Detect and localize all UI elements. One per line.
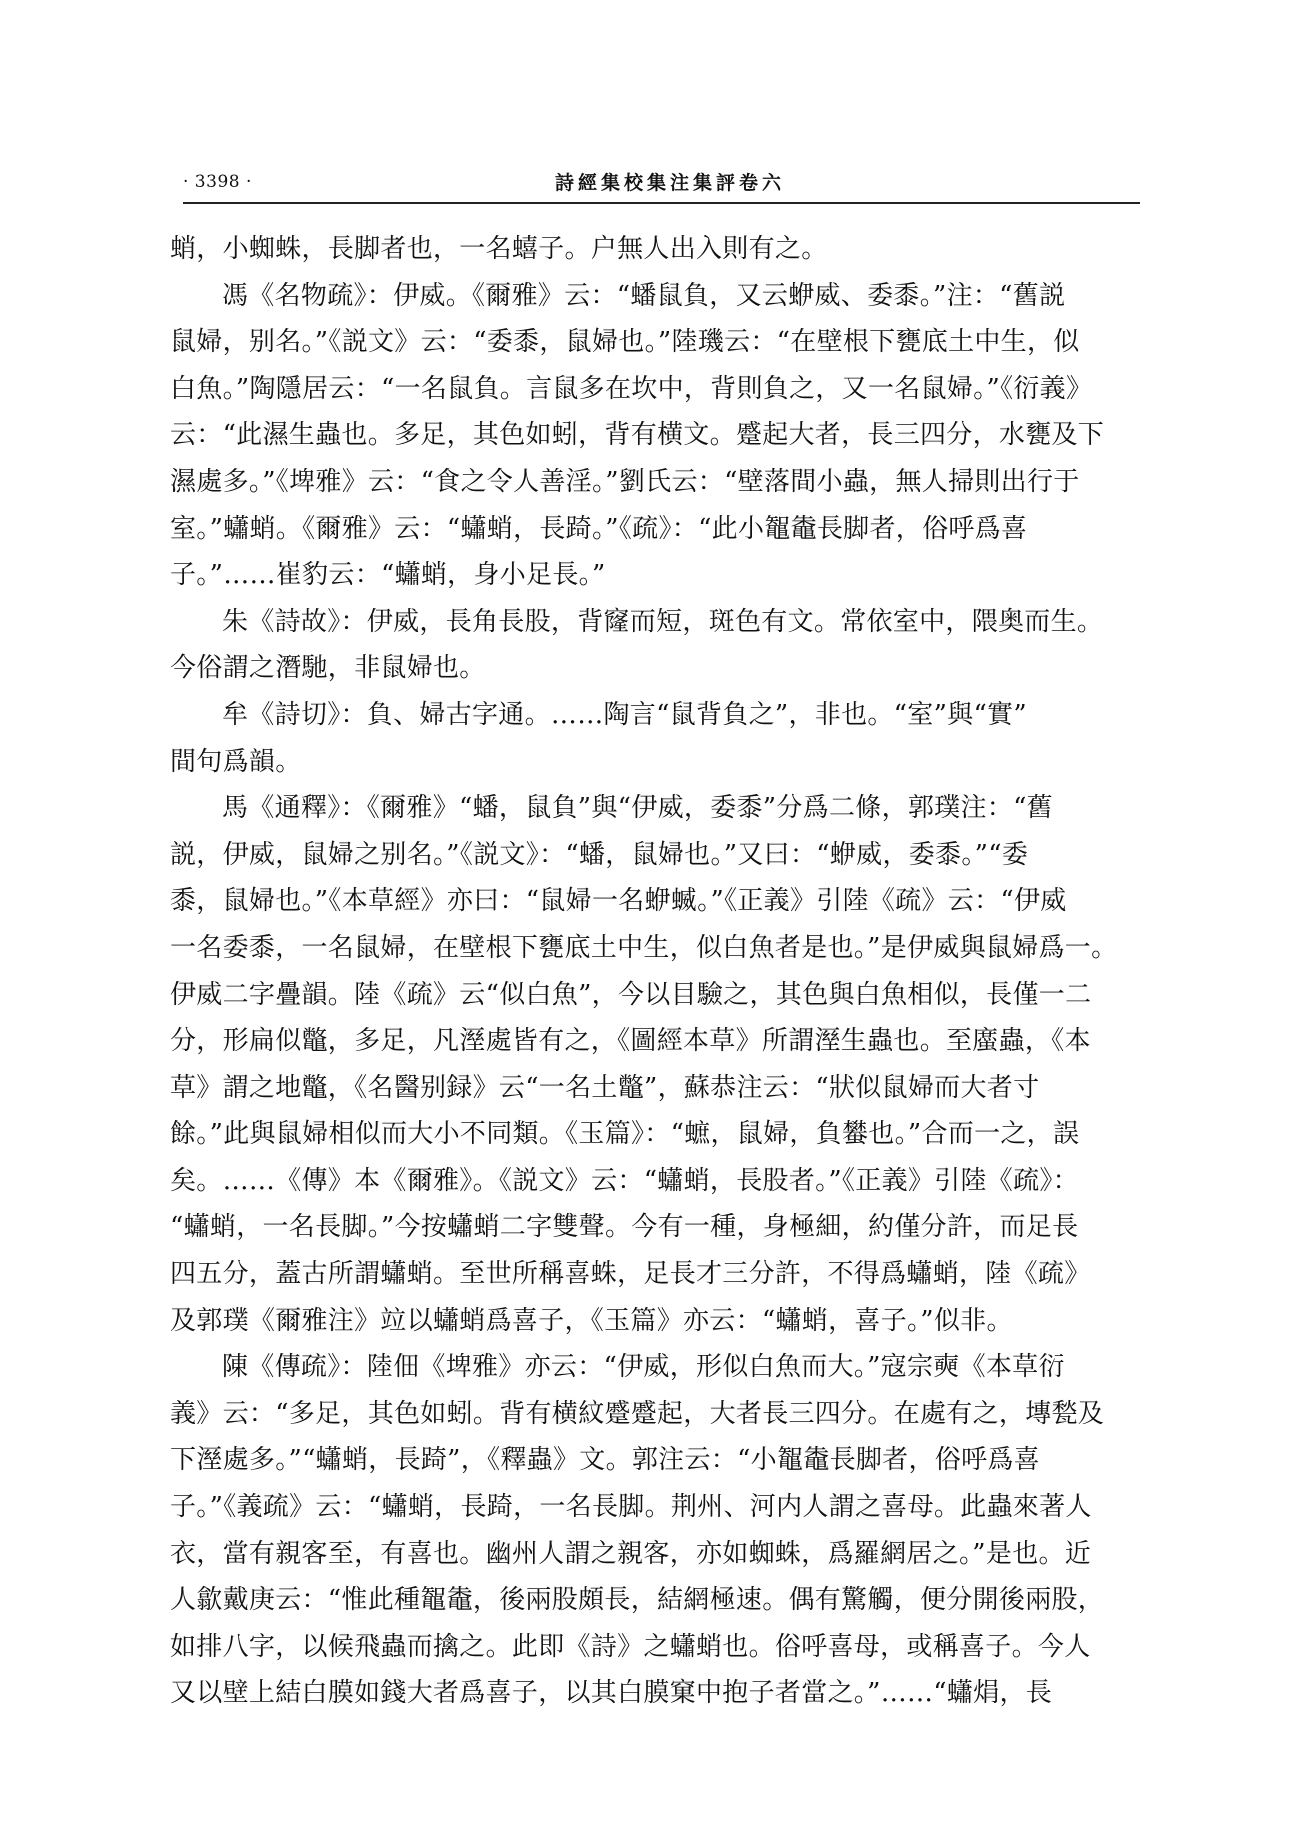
paragraph-start-line: 牟《詩切》：負、婦古字通。……陶言“鼠背負之”，非也。“室”與“實” — [222, 699, 1027, 730]
header-rule — [183, 202, 1140, 204]
text-line: 子。”……崔豹云：“蠨蛸，身小足長。” — [170, 560, 606, 591]
text-line: 人歙戴庚云：“惟此種鼅鼄，後兩股頗長，結網極速。偶有驚觸，便分開後兩股， — [170, 1585, 1105, 1616]
text-line: 下溼處多。”“蠨蛸，長踦”，《釋蟲》文。郭注云：“小鼅鼄長脚者，俗呼爲喜 — [170, 1445, 1040, 1476]
text-line: 今俗謂之潛馳，非鼠婦也。 — [170, 653, 486, 684]
running-header — [183, 168, 1140, 202]
text-line: 一名委黍，一名鼠婦，在壁根下甕底土中生，似白魚者是也。”是伊威與鼠婦爲一。 — [170, 932, 1118, 963]
text-line: 衣，當有親客至，有喜也。幽州人謂之親客，亦如蜘蛛，爲羅網居之。”是也。近 — [170, 1538, 1092, 1569]
text-line: 分，形扁似鼈，多足，凡溼處皆有之，《圖經本草》所謂溼生蟲也。至䗪蟲，《本 — [170, 1026, 1091, 1057]
text-line: 義》云：“多足，其色如蚓。背有横紋蹙蹙起，大者長三四分。在處有之，塼甃及 — [170, 1398, 1105, 1429]
page-number: · 3398 · — [183, 172, 252, 192]
text-line: “蠨蛸，一名長脚。”今按蠨蛸二字雙聲。今有一種，身極細，約僅分許，而足長 — [170, 1212, 1079, 1243]
text-line: 四五分，蓋古所謂蠨蛸。至世所稱喜蛛，足長才三分許，不得爲蠨蛸，陸《疏》 — [170, 1259, 1091, 1290]
text-line: 云：“此濕生蟲也。多足，其色如蚓，背有横文。蹙起大者，長三四分，水甕及下 — [170, 420, 1105, 451]
paragraph-start-line: 馮《名物疏》：伊威。《爾雅》云：“蟠鼠負，又云蛜威、委黍。”注：“舊説 — [222, 280, 1066, 311]
text-line: 鼠婦，别名。”《説文》云：“委黍，鼠婦也。”陸璣云：“在壁根下甕底土中生，似 — [170, 327, 1080, 358]
paragraph-start-line: 朱《詩故》：伊威，長角長股，背窿而短，斑色有文。常依室中，隈奥而生。 — [222, 606, 1104, 637]
text-line: 子。”《義疏》云：“蠨蛸，長踦，一名長脚。荆州、河内人謂之喜母。此蟲來著人 — [170, 1492, 1092, 1523]
text-line: 白魚。”陶隱居云：“一名鼠負。言鼠多在坎中，背則負之，又一名鼠婦。”《衍義》 — [170, 373, 1093, 404]
body-text — [170, 226, 1140, 1717]
text-line: 蛸，小蜘蛛，長脚者也，一名蟢子。户無人出入則有之。 — [170, 234, 828, 264]
text-line: 草》謂之地鼈，《名醫别録》云“一名土鼈”，蘇恭注云：“狀似鼠婦而大者寸 — [170, 1072, 1040, 1103]
text-line: 餘。”此與鼠婦相似而大小不同類。《玉篇》：“蟅，鼠婦，負蠜也。”合而一之，誤 — [170, 1119, 1080, 1150]
text-line: 説，伊威，鼠婦之别名。”《説文》：“蟠，鼠婦也。”又曰：“蛜威，委黍。”“委 — [170, 839, 1029, 870]
text-line: 如排八字，以候飛蟲而擒之。此即《詩》之蠨蛸也。俗呼喜母，或稱喜子。今人 — [170, 1631, 1091, 1662]
text-line: 矣。……《傳》本《爾雅》。《説文》云：“蠨蛸，長股者。”《正義》引陸《疏》： — [170, 1165, 1079, 1196]
text-line: 黍，鼠婦也。”《本草經》亦曰：“鼠婦一名蛜蝛。”《正義》引陸《疏》云：“伊威 — [170, 886, 1067, 917]
text-line: 伊威二字疊韻。陸《疏》云“似白魚”，今以目驗之，其色與白魚相似，長僅一二 — [170, 979, 1092, 1010]
paragraph-start-line: 馬《通釋》：《爾雅》“蟠，鼠負”與“伊威，委黍”分爲二條，郭璞注：“舊 — [222, 793, 1053, 824]
text-line: 室。”蠨蛸。《爾雅》云：“蠨蛸，長踦。”《疏》：“此小鼅鼄長脚者，俗呼爲喜 — [170, 513, 1028, 544]
text-line: 又以壁上結白膜如錢大者爲喜子，以其白膜窠中抱子者當之。”……“蠨焆，長 — [170, 1678, 1053, 1709]
text-line: 及郭璞《爾雅注》竝以蠨蛸爲喜子，《玉篇》亦云：“蠨蛸，喜子。”似非。 — [170, 1305, 1013, 1336]
paragraph-start-line: 陳《傳疏》：陸佃《埤雅》亦云：“伊威，形似白魚而大。”寇宗奭《本草衍 — [222, 1352, 1065, 1383]
book-title: 詩經集校集注集評卷六 — [555, 172, 786, 194]
text-line: 間句爲韻。 — [170, 746, 302, 777]
text-line: 濕處多。”《埤雅》云：“食之令人善淫。”劉氏云：“壁落間小蟲，無人掃則出行于 — [170, 466, 1080, 497]
